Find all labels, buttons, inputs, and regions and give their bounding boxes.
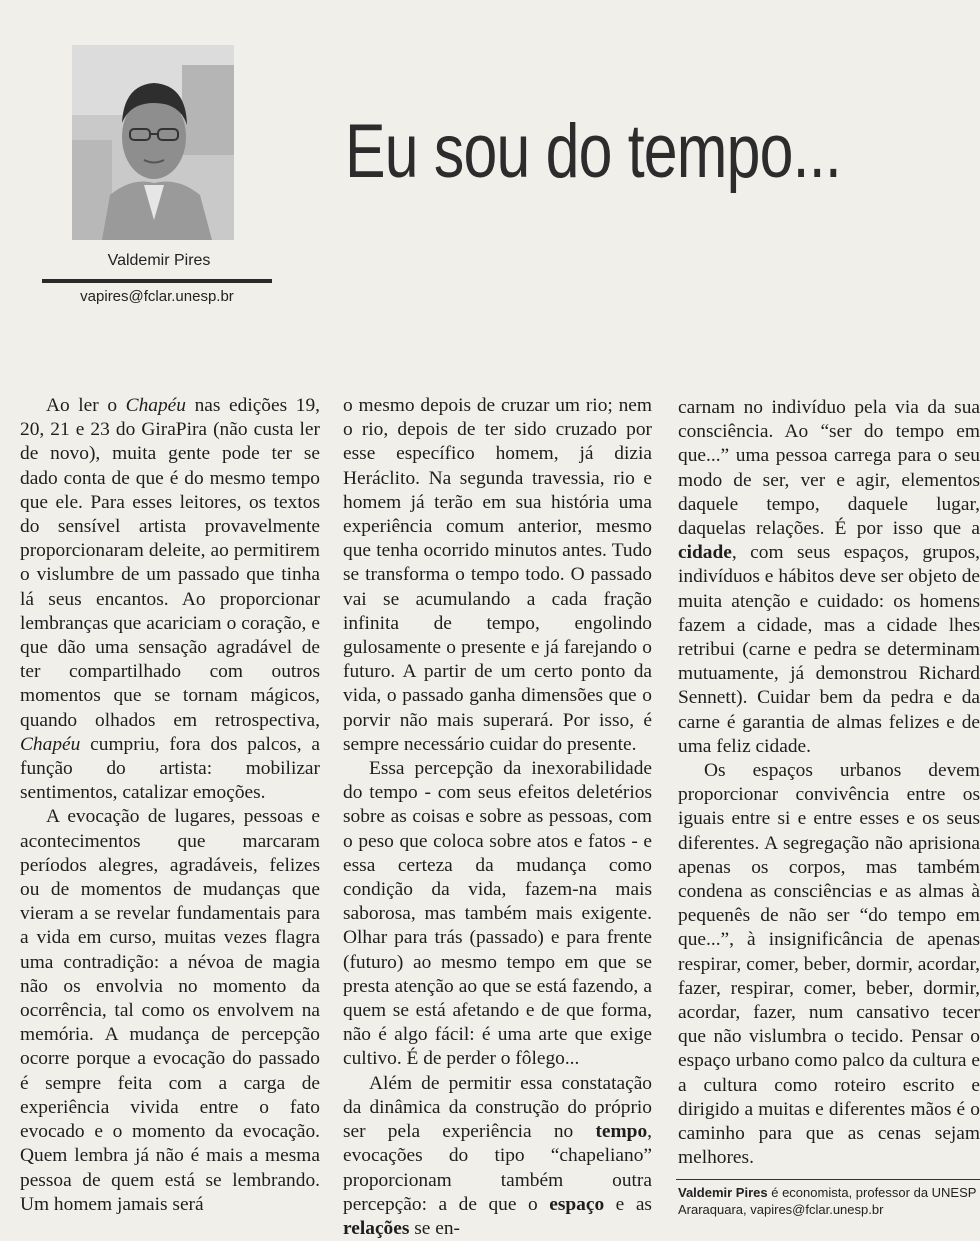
- text-run: Ao ler o: [46, 395, 126, 416]
- text-run: e as: [604, 1193, 652, 1215]
- text-run: se en-: [409, 1217, 461, 1239]
- author-divider: [42, 279, 272, 283]
- text-run: , evocações do tipo “chapeliano” proporcionam também outra percepção: a de que o: [343, 1121, 652, 1215]
- bold-text: tempo: [595, 1121, 648, 1143]
- author-photo: [72, 45, 234, 240]
- headline: Eu sou do tempo...: [345, 109, 841, 194]
- italic-text: Chapéu: [20, 733, 81, 755]
- text-run: , com seus espaços, grupos, indivíduos e hábitos deve ser objeto de muita atenção e cuidado: os homens fazem a cidade, mas a cidade lhes retribui (carne e pedra se determinam mutuamente, já demonstrou Richard Sennett). Cuidar bem da pedra e da carne é garantia de almas felizes e de uma feliz cidade.: [678, 542, 980, 757]
- article-paragraph: [678, 759, 980, 1170]
- author-footnote: [678, 1184, 980, 1218]
- author-name: Valdemir Pires: [107, 252, 211, 269]
- text-run: A evocação de lugares, pessoas e acontecimentos que marcaram períodos alegres, agradáveis, felizes ou de momentos de mudanças que vieram a se revelar fundamentais para a vida em curso, muitas vezes flagra uma contradição: a névoa de magia não os envolvia no momento da ocorrência, tal como os envolvem na memória. A mudança de percepção ocorre porque a evocação do passado é sempre feita com a carga de experiência vivida entre o fato evocado e o momento da evocação. Quem lembra já não é mais a mesma pessoa de quem está se lembrando. Um homem jamais será: [20, 806, 320, 1215]
- article-paragraph: [20, 805, 320, 1216]
- article-paragraph: [20, 394, 320, 805]
- footer-divider: [676, 1179, 980, 1180]
- footnote-author-name: Valdemir Pires: [678, 1185, 768, 1200]
- article-column-2: [343, 394, 652, 1241]
- text-run: nas edições 19, 20, 21 e 23 do GiraPira (não custa ler de novo), muita gente pode ter se dado conta de que é do mesmo tempo que ele. Para esses leitores, os textos do sensível artista provavelmente proporcionaram deleite, ao permitirem o vislumbre de um passado que tinha lá seus encantos. Ao proporcionar lembranças que acariciam o coração, e que dão uma sensação agradável de ter compartilhado com outros momentos que se tornam mágicos, quando olhados em retrospectiva,: [20, 395, 320, 731]
- article-paragraph: [678, 396, 980, 759]
- text-run: cumpriu, fora dos palcos, a função do artista: mobilizar sentimentos, catalizar emoções.: [20, 733, 320, 804]
- bold-text: espaço: [549, 1193, 605, 1215]
- author-email: vapires@fclar.unesp.br: [80, 288, 234, 305]
- article-paragraph: [343, 1072, 652, 1241]
- footnote-text: é economista, professor da UNESP Araraquara, vapires@fclar.unesp.br: [678, 1185, 977, 1217]
- text-run: Os espaços urbanos devem proporcionar convivência entre os iguais entre si e entre esses e os seus diferentes. A segregação não aprisiona apenas os corpos, mas também condena as consciências e as almas à pequenês de não ser “do tempo em que...”, à insignificância de apenas respirar, comer, beber, dormir, acordar, fazer, respirar, comer, beber, dormir, acordar, fazer, num cansativo tecer que não vislumbra o tecido. Pensar o espaço urbano como palco da cultura e a cultura como roteiro escrito e dirigido a muitas e diferentes mãos é o caminho para que as cenas sejam melhores.: [678, 760, 980, 1169]
- article-paragraph: [343, 394, 652, 757]
- text-run: Além de permitir essa constatação da dinâmica da construção do próprio ser pela experiência no: [343, 1072, 652, 1143]
- article-column-1: [20, 394, 320, 1217]
- text-run: carnam no indivíduo pela via da sua consciência. Ao “ser do tempo em que...” uma pessoa carrega para o seu modo de ser, ver e agir, elementos daquele tempo, daquele lugar, daquelas relações. É por isso que a: [678, 397, 980, 540]
- italic-text: Chapéu: [125, 395, 186, 416]
- text-run: Essa percepção da inexorabilidade do tempo - com seus efeitos deletérios sobre as coisas e sobre as pessoas, com o peso que coloca sobre atos e fatos - e essa certeza da mudança como condição da vida, fazem-na mais saborosa, mas também mais exigente. Olhar para trás (passado) e para frente (futuro) ao mesmo tempo em que se presta atenção ao que se está fazendo, a quem se está afetando e de que forma, não é algo fácil: é uma arte que exige cultivo. É de perder o fôlego...: [343, 758, 652, 1070]
- bold-text: relações: [343, 1217, 410, 1239]
- text-run: o mesmo depois de cruzar um rio; nem o rio, depois de ter sido cruzado por esse específico homem, já dizia Heráclito. Na segunda travessia, rio e homem já terão em sua história uma experiência comum anterior, mesmo que tenha ocorrido minutos antes. Tudo se transforma o tempo todo. O passado vai se acumulando a cada fração infinita de tempo, engolindo gulosamente o presente e já farejando o futuro. A partir de um certo ponto da vida, o passado ganha dimensões que o porvir não mais superará. Por isso, é sempre necessário cuidar do presente.: [343, 395, 652, 755]
- article-column-3: [678, 396, 980, 1171]
- bold-text: cidade: [678, 542, 732, 564]
- article-paragraph: [343, 757, 652, 1072]
